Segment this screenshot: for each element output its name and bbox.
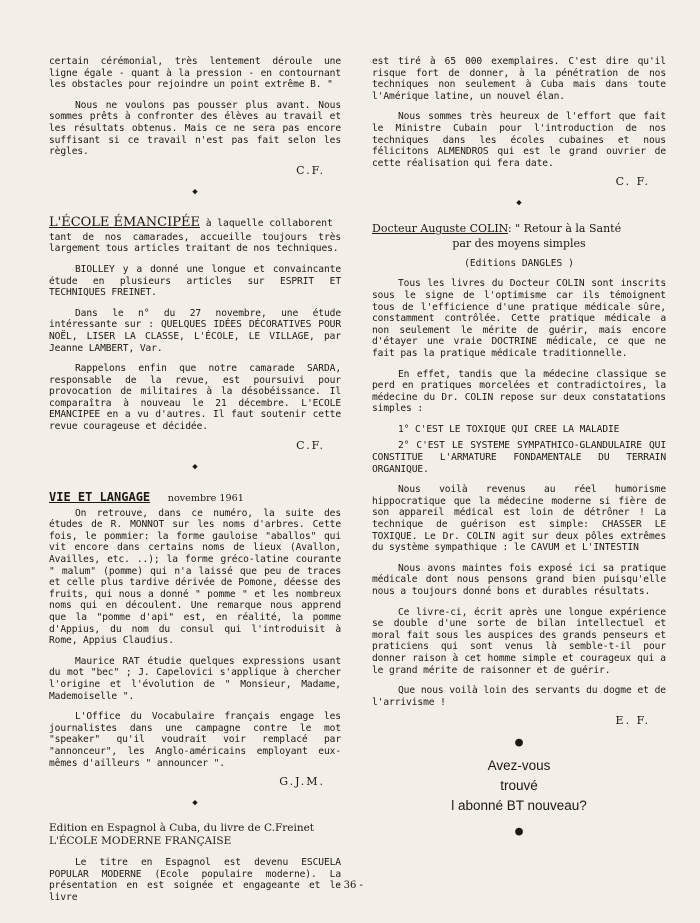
vie-signature: G.J.M.	[279, 775, 325, 789]
colin-paragraph-2: En effet, tandis que la médecine classique se perd en pratiques morcelées et contradictoires, la médecine du Dr. COLIN repose sur deux constatations simples :	[372, 368, 666, 415]
diamond-separator-4: ◆	[516, 198, 522, 209]
colin-title-b: par des moyens simples	[452, 237, 586, 251]
page-number: - 36 -	[337, 880, 363, 891]
intro-signature: C.F.	[296, 163, 325, 177]
edition-book-title: L'ÉCOLE MODERNE FRANÇAISE	[49, 835, 232, 848]
bullet-bottom: ●	[515, 824, 523, 840]
intro-paragraph-2: Nous ne voulons pas pousser plus avant. Nous sommes prêts à confronter des élèves au travail et les résultats obtenus. Mais ce ne sera pas encore suffisant si ce travail n'est pas fait selon les règles.	[49, 99, 341, 158]
ecole-paragraph-3: Dans le n° du 27 novembre, une étude intéressante sur : QUELQUES IDÉES DÉCORATIVES POUR NOËL, LISER LA CLASSE, L'ÉCOLE, LE VILLAGE, par Jeanne LAMBERT, Var.	[49, 307, 341, 354]
ecole-paragraph-1: tant de nos camarades, accueille toujours très largement tous articles traitant de nos techniques.	[49, 231, 341, 255]
colin-signature: E. F.	[615, 714, 650, 728]
intro-paragraph-1: certain cérémonial, très lentement déroule une ligne égale - quant à la pression - en contournant les obstacles pour rejoindre un point extrême B. "	[49, 56, 341, 91]
edition-heading	[49, 822, 341, 848]
bullet-top: ●	[515, 735, 523, 751]
colin-paragraph-5: Ce livre-ci, écrit après une longue expérience se double d'une sorte de bilan intellectuel et moral fait sous les auspices des grands penseurs et praticiens qui sont venus là semble-t-il pour donner raison à cet homme simple et courageux qui a le grand mérite de raisonner et de guérir.	[372, 606, 666, 676]
ecole-emancipee-heading	[49, 211, 341, 230]
left-column	[49, 56, 341, 904]
diamond-separator-2: ◆	[192, 461, 198, 472]
bt-callout	[372, 756, 666, 816]
colin-paragraph-4: Nous avons maintes fois exposé ici sa pratique médicale dont nous pensons grand bien puisqu'elle nous a toujours donné bons et durables résultats.	[372, 562, 666, 597]
callout-line-3: l abonné BT nouveau?	[451, 798, 587, 814]
vie-langage-title: VIE ET LANGAGE	[49, 489, 151, 504]
edition-line: Edition en Espagnol à Cuba, du livre de C.Freinet	[49, 822, 315, 835]
ecole-signature: C.F.	[296, 438, 325, 452]
colin-heading	[372, 222, 666, 269]
vie-langage-date: novembre 1961	[167, 492, 244, 504]
edition-paragraph-1: Le titre en Espagnol est devenu ESCUELA POPULAR MODERNE (Ecole populaire moderne). La présentation en est soignée et engageante et le livre	[49, 857, 341, 903]
cuba-paragraph-2: Nous sommes très heureux de l'effort que fait le Ministre Cubain pour l'introduction de nos techniques dans les écoles cubaines et nous félicitons ALMENDROS qui est le grand ouvrier de cette réalisation qui fera date.	[372, 111, 666, 169]
colin-author: Docteur Auguste COLIN	[372, 222, 508, 236]
cuba-signature: C. F.	[615, 175, 650, 189]
vie-paragraph-2: Maurice RAT étudie quelques expressions usant du mot "bec" ; J. Capelovici s'applique à chercher l'origine et l'évolution de " Monsieur, Madame, Mademoiselle ".	[49, 655, 341, 702]
right-column	[372, 56, 666, 845]
vie-paragraph-1: On retrouve, dans ce numéro, la suite des études de R. MONNOT sur les noms d'arbres. Cette fois, le pommier: la forme gauloise "aballos" qui vit encore dans certains noms de lieux (Avallon, Availles, etc. ..); la forme gréco-latine courante " malum" (pomme) qui n'a laissé que peu de traces et celle plus tardive dérivée de Pomone, déesse des fruits, qui nous a donné " pomme " et les nombreux noms qui en découlent. Une remarque nous apprend que la "pomme d'api" est, en réalité, la pomme d'Appius, du nom du consul qui l'introduisit à Rome, Appius Claudius.	[49, 507, 341, 647]
ecole-emancipee-title-rest: à laquelle collaborent	[199, 217, 333, 229]
vie-langage-heading	[49, 486, 341, 505]
ecole-paragraph-4: Rappelons enfin que notre camarade SARDA, responsable de la revue, est poursuivi pour provocation de militaires à la désobéissance. Il comparaîtra à nouveau le 21 décembre. L'ECOLE EMANCIPEE en a vu d'autres. Il faut soutenir cette revue courageuse et décidée.	[49, 363, 341, 433]
diamond-separator-1: ◆	[192, 186, 198, 197]
colin-point-2: 2° C'EST LE SYSTEME SYMPATHICO-GLANDULAIRE QUI CONSTITUE L'ARMATURE FONDAMENTALE DU TERRAIN ORGANIQUE.	[372, 440, 666, 475]
vie-paragraph-3: L'Office du Vocabulaire français engage les journalistes dans une campagne contre le mot "speaker" qu'il voudrait voir remplacé par "annonceur", les Anglo-américains employant eux-mêmes d'ailleurs " announcer ".	[49, 711, 341, 769]
colin-paragraph-1: Tous les livres du Docteur COLIN sont inscrits sous le signe de l'optimisme car ils témoignent tous de l'efficience d'une pratique médicale sûre, constamment contrôlée. Cette pratique médicale a non seulement le mérite de guérir, mais encore d'étayer une vraie DOCTRINE médicale, ce que ne fait pas la pratique médicale traditionnelle.	[372, 278, 666, 359]
callout-line-2: trouvé	[500, 778, 538, 794]
colin-paragraph-3: Nous voilà revenus au réel humorisme hippocratique que la médecine moderne si fière de son appareil médical est loin de détrôner ! La technique de guérison est simple: CHASSER LE TOXIQUE. Le Dr. COLIN agit sur deux pôles extrêmes du système sympathique : le CAVUM et L'INTESTIN	[372, 484, 666, 554]
colin-publisher: (Editions DANGLES )	[464, 258, 574, 270]
callout-line-1: Avez-vous	[487, 758, 551, 774]
colin-point-1: 1° C'EST LE TOXIQUE QUI CREE LA MALADIE	[398, 423, 620, 435]
diamond-separator-3: ◆	[192, 798, 198, 809]
ecole-emancipee-title: L'ÉCOLE ÉMANCIPÉE	[49, 214, 200, 230]
cuba-paragraph-1: est tiré à 65 000 exemplaires. C'est dire qu'il risque fort de donner, à la pénétration de nos techniques non seulement à Cuba mais dans toute l'Amérique latine, un nouvel élan.	[372, 56, 666, 102]
colin-paragraph-6: Que nous voilà loin des servants du dogme et de l'arrivisme !	[372, 685, 666, 708]
ecole-paragraph-2: BIOLLEY y a donné une longue et convaincante étude en plusieurs articles sur ESPRIT ET TECHNIQUES FREINET.	[49, 263, 341, 299]
colin-title-a: : " Retour à la Santé	[507, 222, 622, 236]
